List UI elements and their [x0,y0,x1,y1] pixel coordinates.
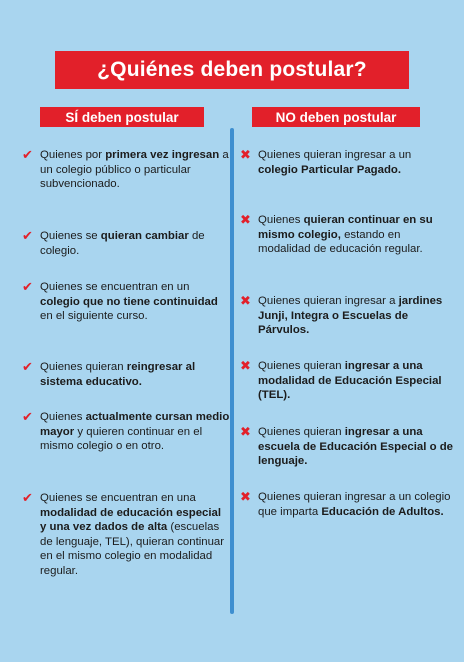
item-text: Quienes se encuentran en una [40,492,196,504]
item-text: estando en modalidad de educación regular. [258,228,423,256]
item-text: Quienes quieran ingresar a un [258,149,412,161]
item-text: Quienes quieran ingresar a un colegio que imparta [258,491,451,518]
item-bold-text: jardines Junji, Integra o Escuelas de Párvulos. [258,295,443,337]
item-bold-text: ingresar a una modalidad de Educación Especial (TEL). [258,360,442,402]
item-text: en el siguiente curso. [40,310,148,323]
item-text: (escuelas de lenguaje, TEL), quieran continuar en el mismo colegio en modalidad regular. [40,521,225,577]
item-text: Quienes [258,214,304,226]
item-bold-text: primera vez ingresan [105,149,220,161]
item-text: y quieren continuar en el mismo colegio o en otro. [40,425,203,453]
check-icon: ✔ [22,409,33,424]
no-item [240,213,454,257]
item-bold-text: actualmente cursan medio mayor [40,411,230,438]
yes-item [22,148,230,192]
item-text: de colegio. [40,230,205,257]
check-icon: ✔ [22,147,33,162]
yes-item [22,410,230,454]
item-text: Quienes se encuentran en un [40,281,190,293]
no-item [240,425,454,469]
item-bold-text: quieran continuar en su mismo colegio, [258,214,433,241]
check-icon: ✔ [22,279,33,294]
x-icon: ✖ [240,358,251,373]
yes-item [22,491,230,579]
check-icon: ✔ [22,490,33,505]
item-text: Quienes [40,411,86,423]
item-bold-text: reingresar al sistema educativo. [40,361,196,388]
item-bold-text: colegio que no tiene continuidad [40,295,218,308]
item-text: a un colegio público o particular subvencionado. [40,149,229,191]
yes-column-header: SÍ deben postular [40,107,204,127]
item-text: Quienes quieran [258,426,345,438]
no-item [240,490,454,519]
item-text: Quienes por [40,149,106,161]
item-bold-text: quieran cambiar [100,230,189,242]
x-icon: ✖ [240,212,251,227]
page-title: ¿Quiénes deben postular? [55,51,409,89]
yes-item [22,360,230,389]
x-icon: ✖ [240,147,251,162]
item-text: Quienes quieran [258,360,345,372]
check-icon: ✔ [22,228,33,243]
no-item [240,148,454,177]
x-icon: ✖ [240,424,251,439]
item-bold-text: ingresar a una escuela de Educación Especial o de lenguaje. [258,426,453,468]
no-item [240,294,454,338]
item-text: Quienes quieran ingresar a [258,295,399,307]
x-icon: ✖ [240,293,251,308]
yes-item [22,229,230,258]
item-bold-text: Educación de Adultos. [321,505,444,518]
no-item [240,359,454,403]
check-icon: ✔ [22,359,33,374]
no-column-header: NO deben postular [252,107,420,127]
item-bold-text: modalidad de educación especial y una vez dados de alta [40,506,222,534]
column-divider [230,128,234,614]
yes-item [22,280,230,324]
x-icon: ✖ [240,489,251,504]
item-text: Quienes se [40,230,101,242]
item-bold-text: colegio Particular Pagado. [258,163,402,176]
item-text: Quienes quieran [40,361,127,373]
